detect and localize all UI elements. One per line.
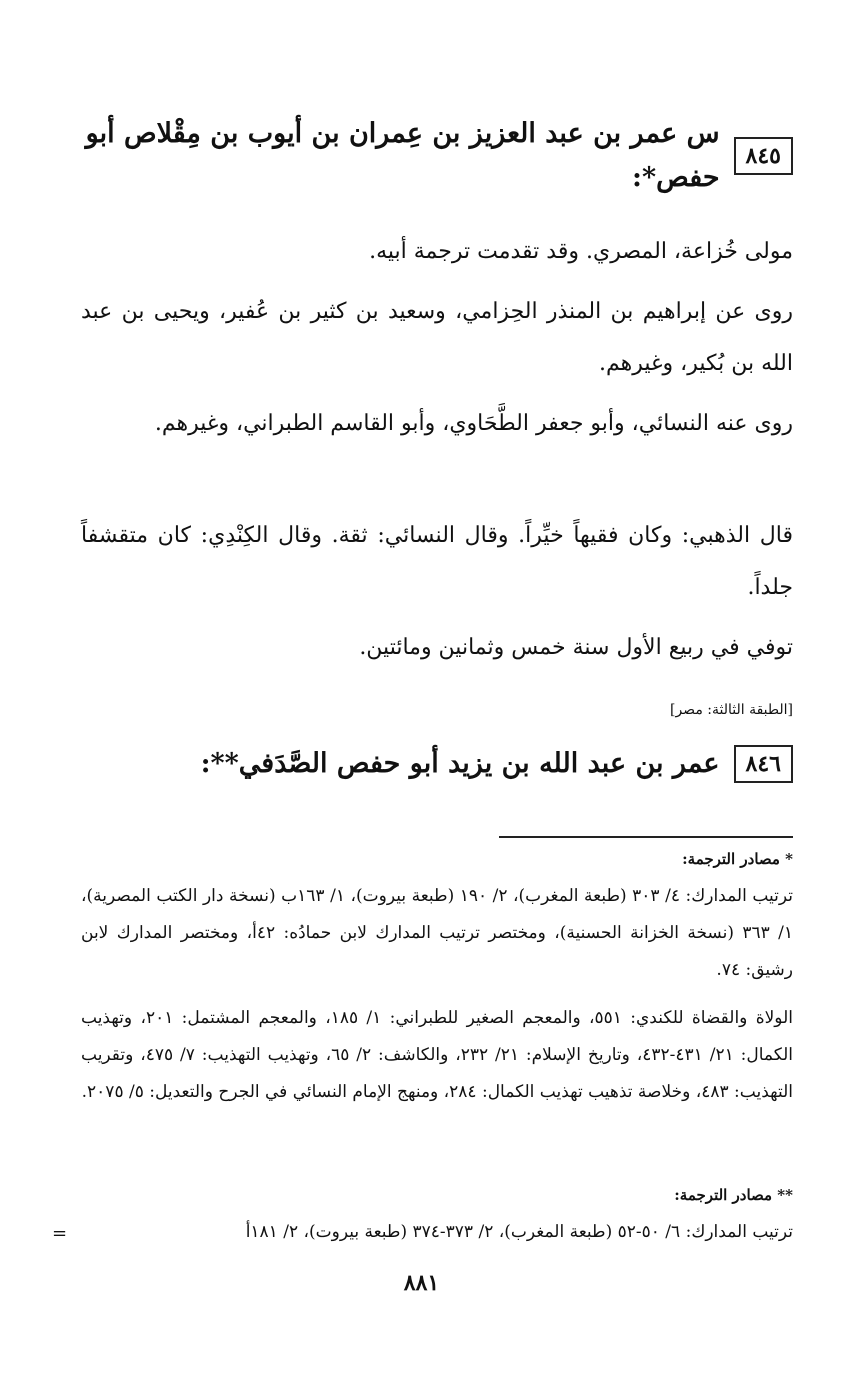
footnote-paragraph: ترتيب المدارك: ٦/ ٥٠-٥٢ (طبعة المغرب)، ٢/ ٣٧٣-٣٧٤ (طبعة بيروت)، ٢/ ١٨١أ [245,1222,793,1242]
footnote-paragraph: ترتيب المدارك: ٤/ ٣٠٣ (طبعة المغرب)، ٢/ ١٩٠ (طبعة بيروت)، ١/ ١٦٣ب (نسخة دار الكتب المصرية)، ١/ ٣٦٣ (نسخة الخزانة الحسنية)، ومختصر ترتيب المدارك لابن حمادُه: ٤٢أ، ومختصر المدارك لابن رشيق: ٧٤. [81,886,794,980]
entry-number-box: ٨٤٦ [734,745,793,783]
entry-title: س عمر بن عبد العزيز بن عِمران بن أيوب بن مِقْلاص أبو حفص*: [85,118,720,193]
entry-paragraph: قال الذهبي: وكان فقيهاً خيِّراً. وقال النسائي: ثقة. وقال الكِنْدِي: كان متقشفاً جلداً. [81,523,793,600]
continuation-mark: = [52,1223,68,1244]
entry-paragraph: روى عن إبراهيم بن المنذر الحِزامي، وسعيد بن كثير بن عُفير، ويحيى بن عبد الله بن بُكير، وغيرهم. [81,299,793,376]
page-number: ٨٨١ [403,1270,440,1296]
entry-paragraph: مولى خُزاعة، المصري. وقد تقدمت ترجمة أبيه. [369,239,793,264]
entry-paragraph: توفي في ربيع الأول سنة خمس وثمانين ومائتين. [359,635,793,660]
footnote-heading: ** مصادر الترجمة: [674,1186,793,1204]
entry-845-header [41,112,793,200]
tabaqa-note: [الطبقة الثالثة: مصر] [670,702,793,718]
footnote-paragraph: الولاة والقضاة للكندي: ٥٥١، والمعجم الصغير للطبراني: ١/ ١٨٥، والمعجم المشتمل: ٢٠١، وتهذيب الكمال: ٢١/ ٤٣١-٤٣٢، وتاريخ الإسلام: ٢١/ ٢٣٢، والكاشف: ٢/ ٦٥، وتهذيب التهذيب: ٧/ ٤٧٥، وتقريب التهذيب: ٤٨٣، وخلاصة تذهيب تهذيب الكمال: ٢٨٤، ومنهج الإمام النسائي في الجرح والتعديل: ٥/ ٢٠٧٥. [81,1008,793,1102]
entry-846-header [41,742,793,786]
footnote-heading: * مصادر الترجمة: [682,850,793,868]
entry-number-box: ٨٤٥ [734,137,793,175]
entry-title: عمر بن عبد الله بن يزيد أبو حفص الصَّدَفي**: [200,748,720,779]
footnote-divider [499,836,793,838]
entry-paragraph: روى عنه النسائي، وأبو جعفر الطَّحَاوي، وأبو القاسم الطبراني، وغيرهم. [154,411,793,436]
